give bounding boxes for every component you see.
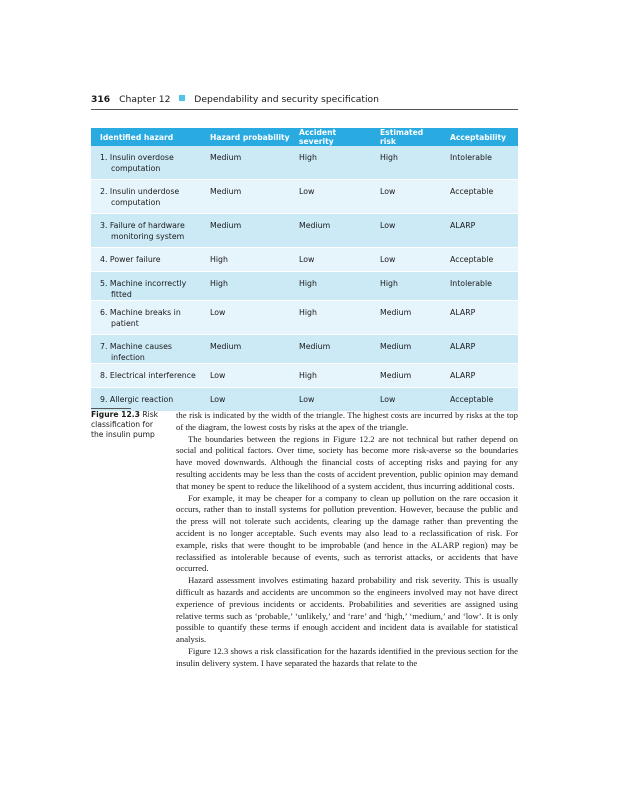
- table-cell: ALARP: [441, 214, 518, 248]
- table-cell: [91, 180, 201, 214]
- table-cell: [91, 335, 201, 364]
- table-cell: Intolerable: [441, 272, 518, 301]
- table-cell: Medium: [201, 180, 290, 214]
- table-row: [91, 364, 518, 388]
- table-cell: High: [290, 301, 371, 335]
- table-cell: Intolerable: [441, 146, 518, 180]
- chapter-label: Chapter 12: [119, 94, 171, 105]
- hazard-name: 9. Allergic reaction: [100, 395, 174, 404]
- figure-caption: [91, 410, 161, 440]
- figure-label: Figure 12.3: [91, 410, 140, 419]
- table-cell: Medium: [290, 214, 371, 248]
- table-row: [91, 301, 518, 335]
- table-cell: [91, 364, 201, 388]
- table-cell: Acceptable: [441, 388, 518, 412]
- running-header: [91, 94, 521, 105]
- table-row: [91, 214, 518, 248]
- figure-caption-text: Risk classification for the insulin pump: [91, 410, 159, 439]
- table-cell: Low: [371, 180, 441, 214]
- paragraph: Figure 12.3 shows a risk classification for the hazards identified in the previous section for the insulin delivery system. I have separated the hazards that relate to the: [176, 645, 518, 668]
- table-cell: ALARP: [441, 364, 518, 388]
- page-number: 316: [91, 94, 111, 105]
- table-row: [91, 146, 518, 180]
- table-header-row: [91, 128, 518, 146]
- table-cell: Medium: [371, 335, 441, 364]
- table-cell: High: [201, 272, 290, 301]
- table-cell: Low: [201, 301, 290, 335]
- body-text: [176, 410, 518, 670]
- paragraph: Hazard assessment involves estimating hazard probability and risk severity. This is usually difficult as hazards and accidents are uncommon so the engineers involved may not have direct experience of previous incidents or accidents. Probabilities and severities are assigned using relative terms such as ‘probable,’ ‘unlikely,’ and ‘rare’ and ‘high,’ ‘medium,’ and ‘low’. It is only possible to quantify these terms if enough accident and incident data is available for statistical analysis.: [176, 575, 518, 645]
- column-header: Accident severity: [290, 128, 371, 146]
- table-cell: Medium: [371, 301, 441, 335]
- table-cell: High: [371, 272, 441, 301]
- column-header: Hazard probability: [201, 128, 290, 146]
- column-header: Estimated risk: [371, 128, 441, 146]
- hazard-name: 3. Failure of hardware monitoring system: [100, 221, 185, 241]
- hazard-name: 6. Machine breaks in patient: [100, 308, 181, 328]
- table-cell: Low: [201, 388, 290, 412]
- table-cell: Acceptable: [441, 248, 518, 272]
- table-cell: ALARP: [441, 335, 518, 364]
- header-rule: [91, 109, 518, 110]
- table-cell: [91, 248, 201, 272]
- hazard-name: 1. Insulin overdose computation: [100, 153, 174, 173]
- paragraph: the risk is indicated by the width of the triangle. The highest costs are incurred by risks at the top of the diagram, the lowest costs by risks at the apex of the triangle.: [176, 410, 518, 432]
- table-cell: ALARP: [441, 301, 518, 335]
- table-cell: Medium: [201, 214, 290, 248]
- table-cell: Medium: [371, 364, 441, 388]
- table-cell: High: [290, 364, 371, 388]
- hazard-name: 4. Power failure: [100, 255, 161, 264]
- hazard-name: 7. Machine causes infection: [100, 342, 172, 362]
- table-cell: Low: [290, 180, 371, 214]
- table-cell: Low: [290, 248, 371, 272]
- table-cell: Low: [371, 214, 441, 248]
- table-cell: Low: [371, 248, 441, 272]
- table-row: [91, 388, 518, 412]
- table-cell: Low: [371, 388, 441, 412]
- header-separator-square: [179, 95, 185, 101]
- table-row: [91, 180, 518, 214]
- table-cell: Low: [290, 388, 371, 412]
- paragraph: The boundaries between the regions in Figure 12.2 are not technical but rather depend on social and political factors. Over time, society has become more risk-averse so the boundaries have moved downwards. Although the financial costs of accepting risks and paying for any resulting accidents may be less than the costs of accident prevention, public opinion may demand that money be spent to reduce the likelihood of a system accident, thus incurring additional costs.: [176, 433, 518, 491]
- table-cell: High: [201, 248, 290, 272]
- table-cell: High: [290, 146, 371, 180]
- hazard-name: 8. Electrical interference: [100, 371, 196, 380]
- table-cell: [91, 146, 201, 180]
- table-row: [91, 248, 518, 272]
- hazard-name: 5. Machine incorrectly fitted: [100, 279, 187, 299]
- paragraph: For example, it may be cheaper for a company to clean up pollution on the rare occasion it occurs, rather than to install systems for pollution prevention. However, because the public and the press will not tolerate such accidents, clearing up the damage rather than preventing the accident is no longer acceptable. Such events may also lead to a reclassification of risk. For example, risks that were thought to be improbable (and hence in the ALARP region) may be reclassified as intolerable because of events, such as terrorist attacks, or accidents that have occurred.: [176, 492, 518, 574]
- table-row: [91, 335, 518, 364]
- column-header: Identified hazard: [91, 128, 201, 146]
- column-header: Acceptability: [441, 128, 518, 146]
- table-cell: High: [290, 272, 371, 301]
- risk-classification-table: [91, 128, 518, 412]
- table-cell: [91, 214, 201, 248]
- table-cell: Medium: [201, 335, 290, 364]
- table-cell: [91, 301, 201, 335]
- table-cell: Acceptable: [441, 180, 518, 214]
- caption-rule: [91, 408, 131, 409]
- hazard-name: 2. Insulin underdose computation: [100, 187, 180, 207]
- table-cell: Low: [201, 364, 290, 388]
- table-cell: High: [371, 146, 441, 180]
- table-cell: Medium: [290, 335, 371, 364]
- section-title: Dependability and security specification: [194, 94, 379, 105]
- table-cell: [91, 272, 201, 301]
- table-cell: Medium: [201, 146, 290, 180]
- table-row: [91, 272, 518, 301]
